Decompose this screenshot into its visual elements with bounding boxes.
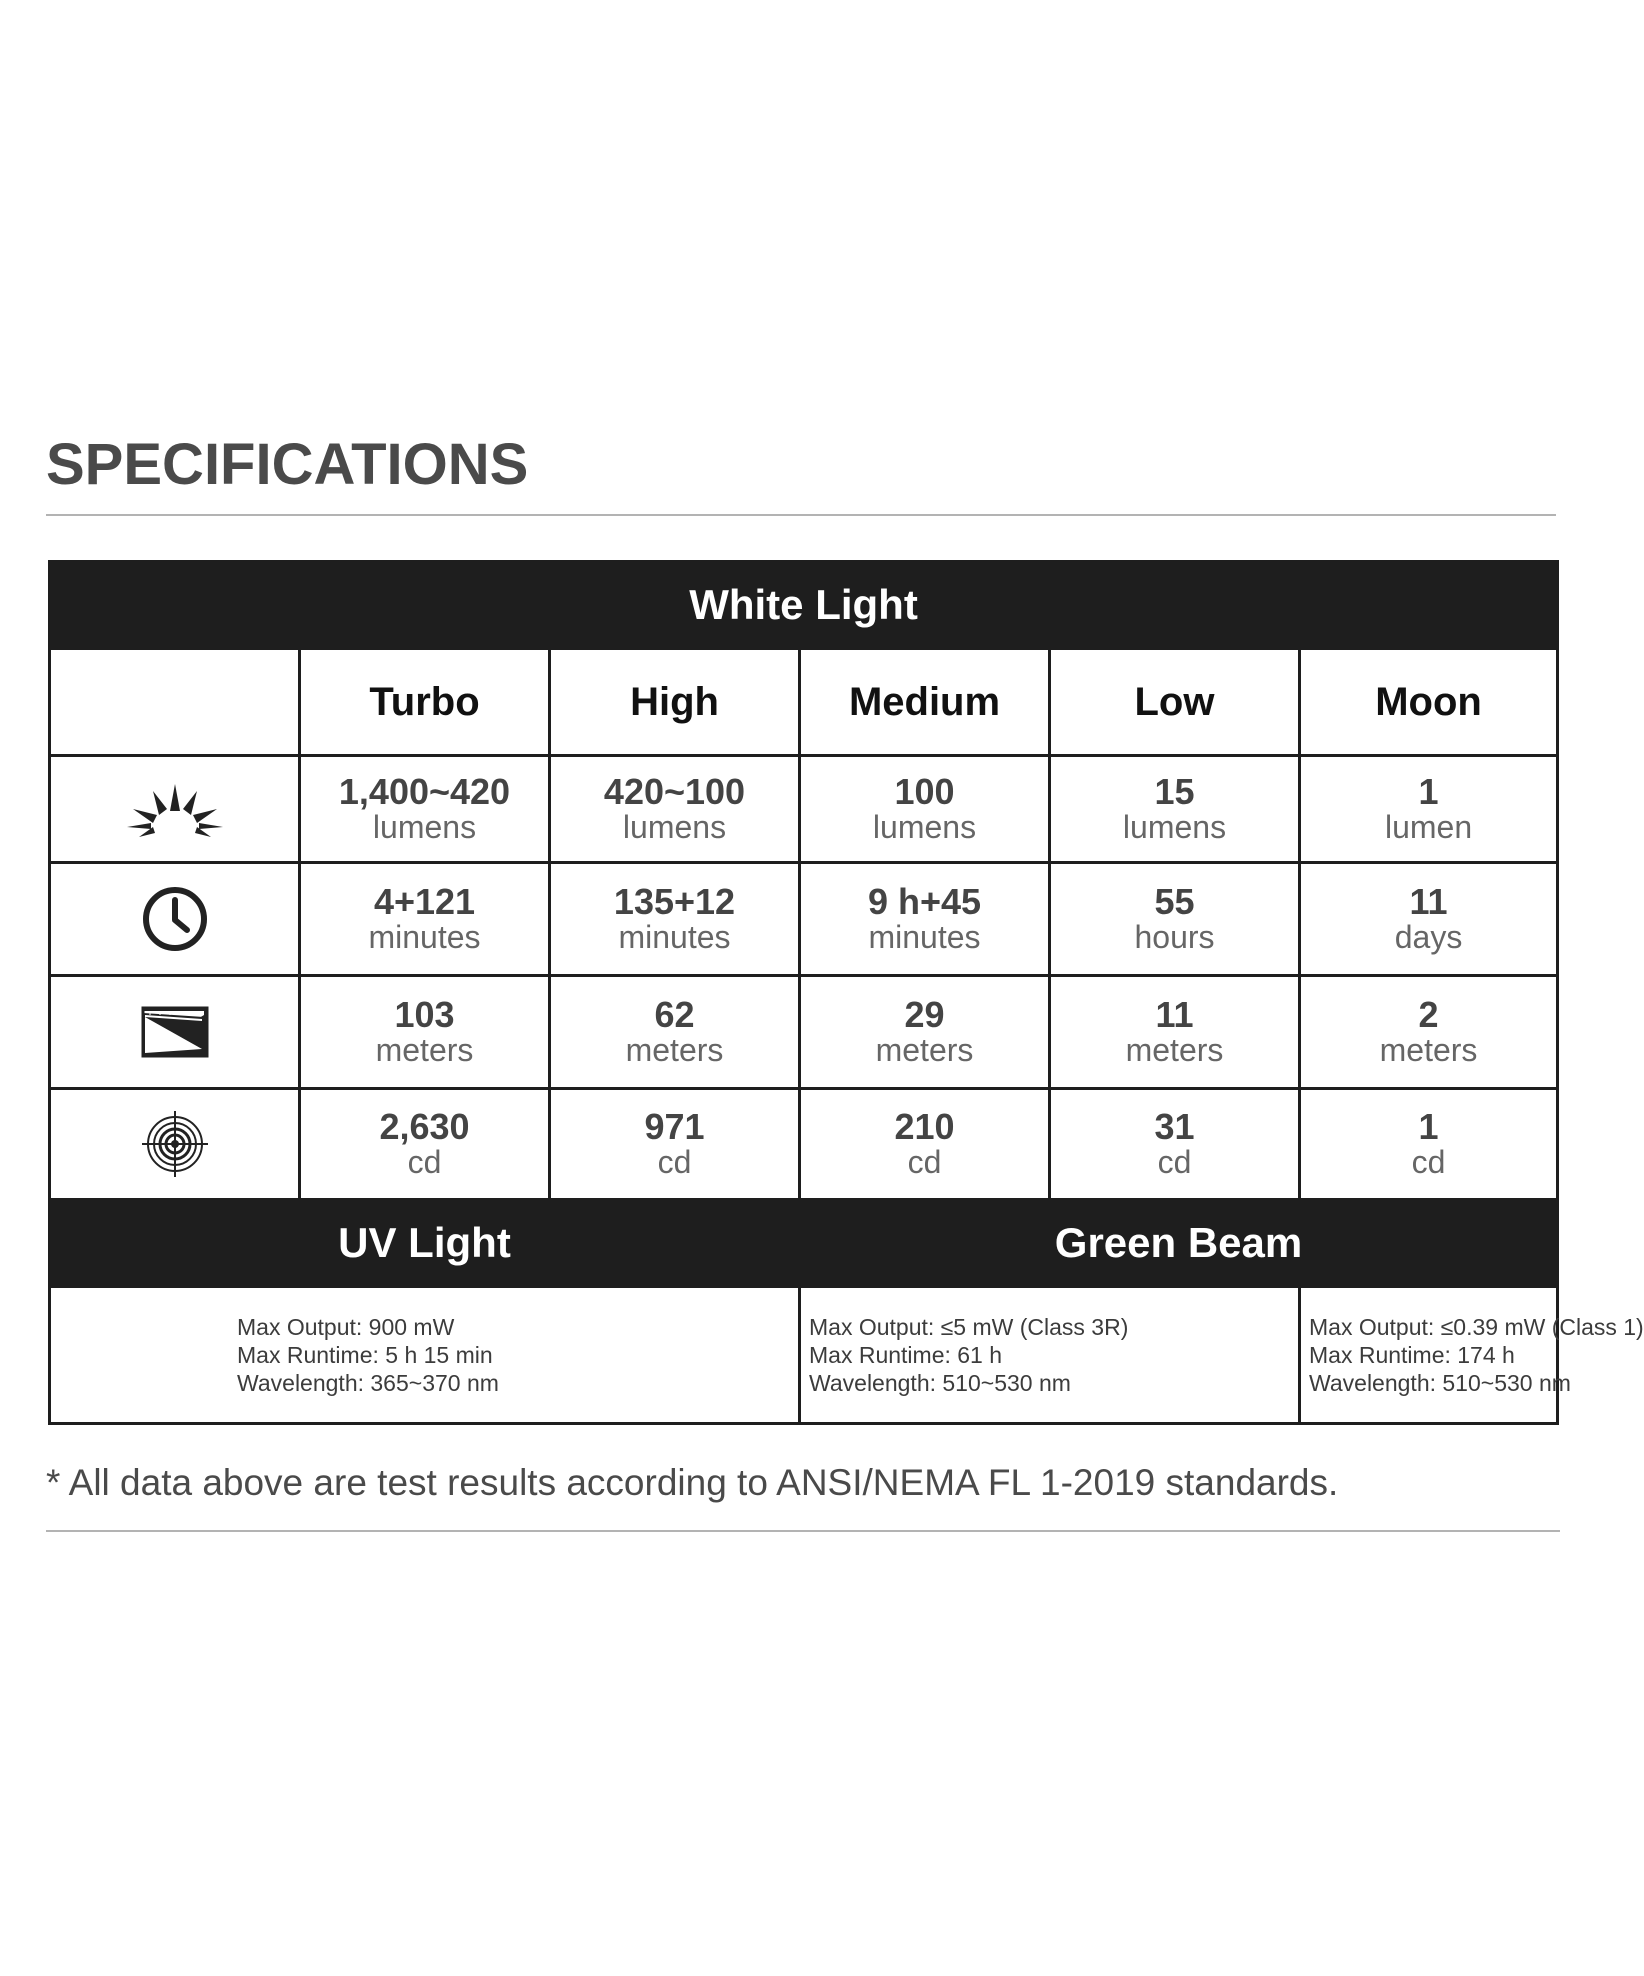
runtime-row xyxy=(50,863,1558,976)
green-beam-class1-details xyxy=(1300,1287,1644,1424)
section-detail-row xyxy=(50,1287,1558,1424)
mode-turbo: Turbo xyxy=(300,649,550,756)
mode-moon: Moon xyxy=(1300,649,1558,756)
uv-wavelength: Wavelength: 365~370 nm xyxy=(237,1370,499,1397)
footnote: * All data above are test results according to ANSI/NEMA FL 1-2019 standards. xyxy=(46,1462,1339,1503)
mode-header-row xyxy=(50,649,1558,756)
intensity-high: 971 cd xyxy=(550,1089,800,1200)
green-3r-wavelength: Wavelength: 510~530 nm xyxy=(809,1370,1071,1397)
brightness-sun-icon xyxy=(50,756,300,863)
green-beam-class3r-details xyxy=(800,1287,1300,1424)
runtime-clock-icon xyxy=(50,863,300,976)
green-3r-max-runtime: Max Runtime: 61 h xyxy=(809,1341,1003,1368)
distance-moon: 2 meters xyxy=(1300,976,1558,1089)
mode-low: Low xyxy=(1050,649,1300,756)
output-high: 420~100 lumens xyxy=(550,756,800,863)
distance-high: 62 meters xyxy=(550,976,800,1089)
runtime-moon: 11 days xyxy=(1300,863,1558,976)
output-turbo: 1,400~420 lumens xyxy=(300,756,550,863)
intensity-target-icon xyxy=(50,1089,300,1200)
page-title: SPECIFICATIONS xyxy=(46,432,529,497)
intensity-turbo: 2,630 cd xyxy=(300,1089,550,1200)
output-row xyxy=(50,756,1558,863)
runtime-medium: 9 h+45 minutes xyxy=(800,863,1050,976)
green-3r-max-output: Max Output: ≤5 mW (Class 3R) xyxy=(809,1313,1129,1340)
intensity-low: 31 cd xyxy=(1050,1089,1300,1200)
beam-distance-icon xyxy=(50,976,300,1089)
distance-medium: 29 meters xyxy=(800,976,1050,1089)
distance-low: 11 meters xyxy=(1050,976,1300,1089)
corner-cell xyxy=(50,649,300,756)
uv-max-output: Max Output: 900 mW xyxy=(237,1313,455,1340)
intensity-medium: 210 cd xyxy=(800,1089,1050,1200)
runtime-low: 55 hours xyxy=(1050,863,1300,976)
uv-light-header: UV Light xyxy=(50,1200,800,1287)
output-moon: 1 lumen xyxy=(1300,756,1558,863)
mode-high: High xyxy=(550,649,800,756)
output-medium: 100 lumens xyxy=(800,756,1050,863)
footer-divider xyxy=(46,1530,1560,1532)
uv-max-runtime: Max Runtime: 5 h 15 min xyxy=(237,1341,493,1368)
green-beam-header: Green Beam xyxy=(800,1200,1558,1287)
green-1-max-output: Max Output: ≤0.39 mW (Class 1) xyxy=(1309,1313,1644,1340)
uv-light-details xyxy=(50,1287,800,1424)
intensity-moon: 1 cd xyxy=(1300,1089,1558,1200)
green-1-max-runtime: Max Runtime: 174 h xyxy=(1309,1341,1515,1368)
white-light-header: White Light xyxy=(50,562,1558,649)
runtime-turbo: 4+121 minutes xyxy=(300,863,550,976)
output-low: 15 lumens xyxy=(1050,756,1300,863)
intensity-row xyxy=(50,1089,1558,1200)
green-1-wavelength: Wavelength: 510~530 nm xyxy=(1309,1370,1571,1397)
section-header-row xyxy=(50,1200,1558,1287)
spec-table xyxy=(48,560,1644,1425)
distance-row xyxy=(50,976,1558,1089)
title-divider xyxy=(46,514,1556,516)
runtime-high: 135+12 minutes xyxy=(550,863,800,976)
distance-turbo: 103 meters xyxy=(300,976,550,1089)
mode-medium: Medium xyxy=(800,649,1050,756)
